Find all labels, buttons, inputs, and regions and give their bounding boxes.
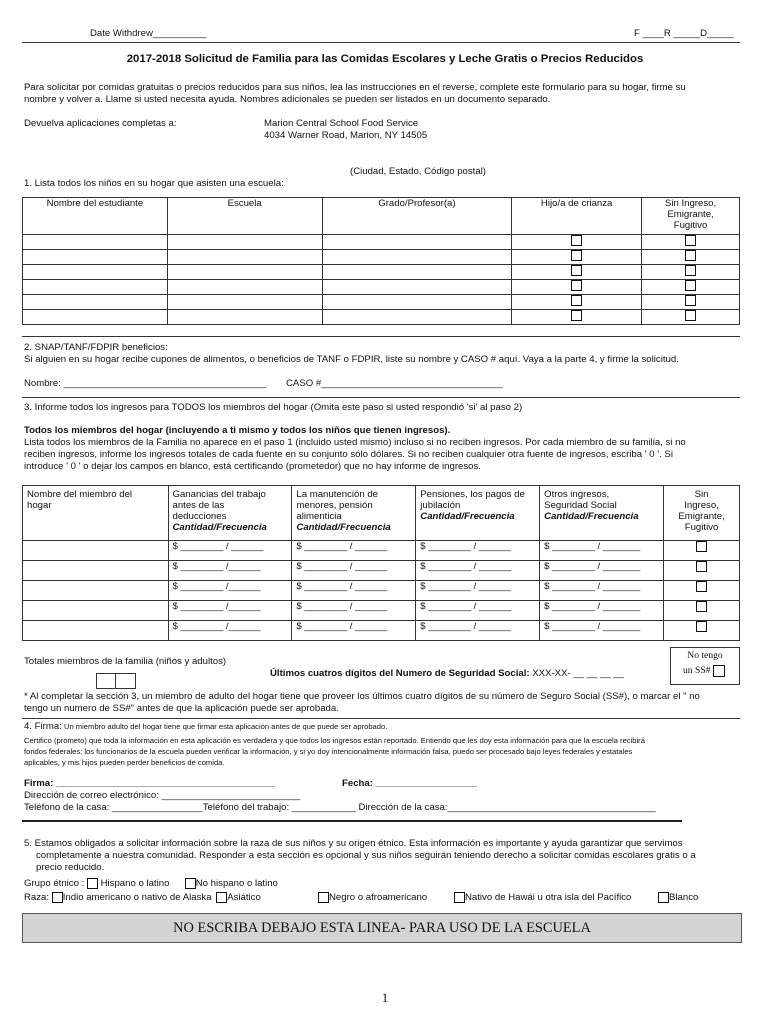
race-white <box>658 892 698 903</box>
no-income-checkbox[interactable] <box>685 280 696 291</box>
totals-label: Totales miembros de la familia (niños y adultos) <box>24 656 227 667</box>
col-grade: Grado/Profesor(a) <box>322 198 512 235</box>
child-row <box>23 235 740 250</box>
section5-text-3: precio reducido. <box>36 862 105 873</box>
earnings-field[interactable]: $ ________ /______ <box>168 581 292 601</box>
school-cell[interactable] <box>167 265 322 280</box>
race-label: Raza: <box>24 892 50 904</box>
intro-line-1: Para solicitar por comidas gratuitas o precios reducidos para sus niños, lea las instrucciones en el reverse, complete este formulario para su hogar, firme su <box>24 82 686 93</box>
certification-1: Certifico (prometo) que toda la información en esta aplicación es verdadera y que todos los ingresos están reportado. Entiendo que les doy esta información para que la escuela recibirá <box>24 736 645 745</box>
race-black-checkbox[interactable] <box>318 892 329 903</box>
col-no-income: Sin Ingreso, Emigrante, Fugitivo <box>642 198 740 235</box>
return-address: 4034 Warner Road, Marion, NY 14505 <box>264 130 428 141</box>
col-other-income: Otros ingresos, Seguridad Social Cantidad/Frecuencia <box>540 486 664 541</box>
intro-line-2: nombre y volver a. Llame si usted necesita ayuda. Nombres adicionales se pueden ser listados en un documento separado. <box>24 94 551 105</box>
race-asian-label: Asiático <box>227 892 261 904</box>
race-black <box>318 892 427 903</box>
return-label: Devuelva aplicaciones completas a: <box>24 118 177 129</box>
income-row <box>23 601 740 621</box>
pension-field[interactable]: $ ________ / ______ <box>416 581 540 601</box>
no-income-checkbox[interactable] <box>696 541 707 552</box>
child-support-field[interactable]: $ ________ / ______ <box>292 561 416 581</box>
col-earnings: Ganancias del trabajo antes de las deducciones Cantidad/Frecuencia <box>168 486 292 541</box>
other-income-field[interactable]: $ ________ / _______ <box>540 621 664 641</box>
race-asian-checkbox[interactable] <box>216 892 227 903</box>
school-cell[interactable] <box>167 310 322 325</box>
race-pacific-checkbox[interactable] <box>454 892 465 903</box>
student-name-cell[interactable] <box>23 250 168 265</box>
other-income-field[interactable]: $ ________ / _______ <box>540 581 664 601</box>
school-cell[interactable] <box>167 250 322 265</box>
member-name-cell[interactable] <box>23 621 169 641</box>
section5-text-1: 5. Estamos obligados a solicitar información sobre la raza de sus niños y su origen étnico. Esta información es importante y ayuda garantizar que servimos <box>24 838 683 849</box>
section3-text-1: Lista todos los miembros de la Familia no aparece en el paso 1 (incluido usted mismo) incluso si no reciben ingresos. Por cada miembro de su familia, si no <box>24 437 686 448</box>
non-hispanic-label: No hispano o latino <box>195 878 278 890</box>
foster-checkbox[interactable] <box>571 310 582 321</box>
school-cell[interactable] <box>167 235 322 250</box>
return-name: Marion Central School Food Service <box>264 118 419 129</box>
pension-field[interactable]: $ ________ / ______ <box>416 621 540 641</box>
section3-text-2: reciben ingresos, informe los ingresos totales de cada fuente en su conjunto sólo dólares. Si no reciben cualquier otra fuente de ingresos, escriba ' 0 '. Si <box>24 449 673 460</box>
signature-field[interactable]: Firma: _________________________________________ <box>24 778 275 789</box>
child-row <box>23 265 740 280</box>
ssn-field[interactable]: XXX-XX- __ __ __ __ <box>532 668 625 679</box>
child-support-field[interactable]: $ ________ / ______ <box>292 541 416 561</box>
member-name-cell[interactable] <box>23 581 169 601</box>
no-ssn-checkbox[interactable] <box>713 665 725 677</box>
foster-checkbox[interactable] <box>571 235 582 246</box>
foster-checkbox[interactable] <box>571 280 582 291</box>
section5-text-2: completamente a nuestra comunidad. Responder a esta sección es opcional y sus niños seguirán teniendo derecho a solicitar comidas escolares gratis o a <box>36 850 696 861</box>
pension-field[interactable]: $ ________ / ______ <box>416 601 540 621</box>
student-name-cell[interactable] <box>23 235 168 250</box>
student-name-cell[interactable] <box>23 310 168 325</box>
income-row <box>23 581 740 601</box>
ssn-label: Últimos cuatros dígitos del Numero de Seguridad Social: <box>270 668 530 679</box>
no-income-checkbox[interactable] <box>685 250 696 261</box>
section2-label: 2. SNAP/TANF/FDPIR beneficios: <box>24 342 168 353</box>
section4-instruction: Un miembro adulto del hogar tiene que firmar esta aplicación antes de que puede ser aprobado. <box>61 722 388 731</box>
no-income-checkbox[interactable] <box>696 601 707 612</box>
race-row <box>24 892 261 903</box>
earnings-field[interactable]: $ ________ /______ <box>168 561 292 581</box>
member-name-cell[interactable] <box>23 561 169 581</box>
grade-cell[interactable] <box>322 280 512 295</box>
foster-checkbox[interactable] <box>571 250 582 261</box>
certification-3: aplicables, y mis hijos pueden perder beneficios de comida. <box>24 758 225 767</box>
race-native-american-label: Indio americano o nativo de Alaska <box>62 892 212 904</box>
col-member: Nombre del miembro del hogar <box>23 486 169 541</box>
earnings-field[interactable]: $ ________ / ______ <box>168 541 292 561</box>
grade-cell[interactable] <box>322 295 512 310</box>
date-withdrew: Date Withdrew__________ <box>90 28 207 39</box>
ethnic-row <box>24 878 278 889</box>
no-income-checkbox[interactable] <box>685 295 696 306</box>
city-hint: (Ciudad, Estado, Código postal) <box>350 166 486 177</box>
school-cell[interactable] <box>167 295 322 310</box>
grade-cell[interactable] <box>322 250 512 265</box>
foster-checkbox[interactable] <box>571 265 582 276</box>
earnings-field[interactable]: $ ________ /______ <box>168 621 292 641</box>
non-hispanic-checkbox[interactable] <box>185 878 196 889</box>
col-school: Escuela <box>167 198 322 235</box>
col-student: Nombre del estudiante <box>23 198 168 235</box>
no-income-checkbox[interactable] <box>696 581 707 592</box>
other-income-field[interactable]: $ ________ / _______ <box>540 561 664 581</box>
col-no-income: Sin Ingreso, Emigrante, Fugitivo <box>664 486 740 541</box>
income-table <box>22 485 740 641</box>
grade-cell[interactable] <box>322 235 512 250</box>
col-child-support: La manutención de menores, pensión alimenticia Cantidad/Frecuencia <box>292 486 416 541</box>
child-support-field[interactable]: $ ________ / ______ <box>292 621 416 641</box>
foster-checkbox[interactable] <box>571 295 582 306</box>
race-pacific-label: Nativo de Hawái u otra isla del Pacífico <box>465 892 632 904</box>
child-row <box>23 310 740 325</box>
ssn-row <box>270 668 624 679</box>
col-foster: Hijo/a de crianza <box>512 198 642 235</box>
section1-label: 1. Lista todos los niños en su hogar que asisten una escuela: <box>24 178 284 189</box>
grade-cell[interactable] <box>322 310 512 325</box>
household-total-field[interactable] <box>96 673 136 689</box>
race-black-label: Negro o afroamericano <box>329 892 428 904</box>
no-income-checkbox[interactable] <box>685 265 696 276</box>
member-name-cell[interactable] <box>23 601 169 621</box>
no-income-checkbox[interactable] <box>696 561 707 572</box>
income-row <box>23 541 740 561</box>
snap-case-field[interactable]: CASO #__________________________________ <box>286 378 503 389</box>
frd-codes: F ____R _____D_____ <box>634 28 734 39</box>
child-row <box>23 295 740 310</box>
certification-2: fondos federales; los funcionarios de la escuela pueden verificar la información, y si yo doy intencionalmente información falsa, puedo ser procesado bajo leyes federales y estatales <box>24 747 633 756</box>
section3-label: 3. Informe todos los ingresos para TODOS los miembros del hogar (Omita este paso si usted respondió 'si' al paso 2) <box>24 402 523 413</box>
earnings-field[interactable]: $ ________ /______ <box>168 601 292 621</box>
children-table <box>22 197 740 325</box>
email-field[interactable]: Dirección de correo electrónico: __________________________ <box>24 790 301 801</box>
form-title: 2017-2018 Solicitud de Familia para las Comidas Escolares y Leche Gratis o Precios Reducidos <box>126 53 644 65</box>
ethnic-label: Grupo étnico : <box>24 878 85 890</box>
date-field[interactable]: Fecha: ___________________ <box>342 778 477 789</box>
child-support-field[interactable]: $ ________ / ______ <box>292 581 416 601</box>
section4-label-row <box>24 721 387 732</box>
section3-bold: Todos los miembros del hogar (incluyendo a ti mismo y todos los niños que tienen ingresos). <box>24 425 451 436</box>
page-number: 1 <box>381 990 389 1005</box>
member-name-cell[interactable] <box>23 541 169 561</box>
phone-address-fields[interactable]: Teléfono de la casa: _________________Teléfono del trabajo: ____________ Dirección de la casa:_______________________________________ <box>24 802 656 813</box>
no-income-checkbox[interactable] <box>685 235 696 246</box>
other-income-field[interactable]: $ ________ / _______ <box>540 601 664 621</box>
no-ssn-box: No tengo un SS# <box>670 647 740 685</box>
ssn-note-1: * Al completar la sección 3, un miembro de adulto del hogar tiene que proveer los últimos cuatro dígitos de su número de Seguro Social (SS#), o marcar el " no <box>24 691 700 702</box>
hispanic-checkbox[interactable] <box>87 878 98 889</box>
student-name-cell[interactable] <box>23 265 168 280</box>
child-row <box>23 280 740 295</box>
school-cell[interactable] <box>167 280 322 295</box>
student-name-cell[interactable] <box>23 280 168 295</box>
pension-field[interactable]: $ ________ / ______ <box>416 541 540 561</box>
hispanic-label: Hispano o latino <box>97 878 170 890</box>
child-support-field[interactable]: $ ________ / ______ <box>292 601 416 621</box>
no-income-checkbox[interactable] <box>696 621 707 632</box>
income-row <box>23 561 740 581</box>
student-name-cell[interactable] <box>23 295 168 310</box>
no-income-checkbox[interactable] <box>685 310 696 321</box>
school-use-banner: NO ESCRIBA DEBAJO ESTA LINEA- PARA USO DE LA ESCUELA <box>22 913 742 943</box>
child-row <box>23 250 740 265</box>
section3-text-3: introduce ' 0 ' o dejar los campos en blanco, está certificando (prometedor) que no hay informe de ingresos. <box>24 461 481 472</box>
col-pension: Pensiones, los pagos de jubilación Cantidad/Frecuencia <box>416 486 540 541</box>
race-native-american-checkbox[interactable] <box>52 892 63 903</box>
pension-field[interactable]: $ ________ / ______ <box>416 561 540 581</box>
income-row <box>23 621 740 641</box>
section4-label: 4. Firma: <box>24 721 62 732</box>
other-income-field[interactable]: $ ________ / _______ <box>540 541 664 561</box>
race-white-checkbox[interactable] <box>658 892 669 903</box>
race-pacific <box>454 892 631 903</box>
grade-cell[interactable] <box>322 265 512 280</box>
snap-name-field[interactable]: Nombre: ______________________________________ <box>24 378 267 389</box>
ssn-note-2: tengo un numero de SS#" antes de que la aplicación puede ser aprobada. <box>24 703 339 714</box>
race-white-label: Blanco <box>669 892 699 904</box>
section2-text: Si alguien en su hogar recibe cupones de alimentos, o beneficios de TANF o FDPIR, liste su nombre y CASO # aquí. Vaya a la parte 4, y firme la solicitud. <box>24 354 679 365</box>
